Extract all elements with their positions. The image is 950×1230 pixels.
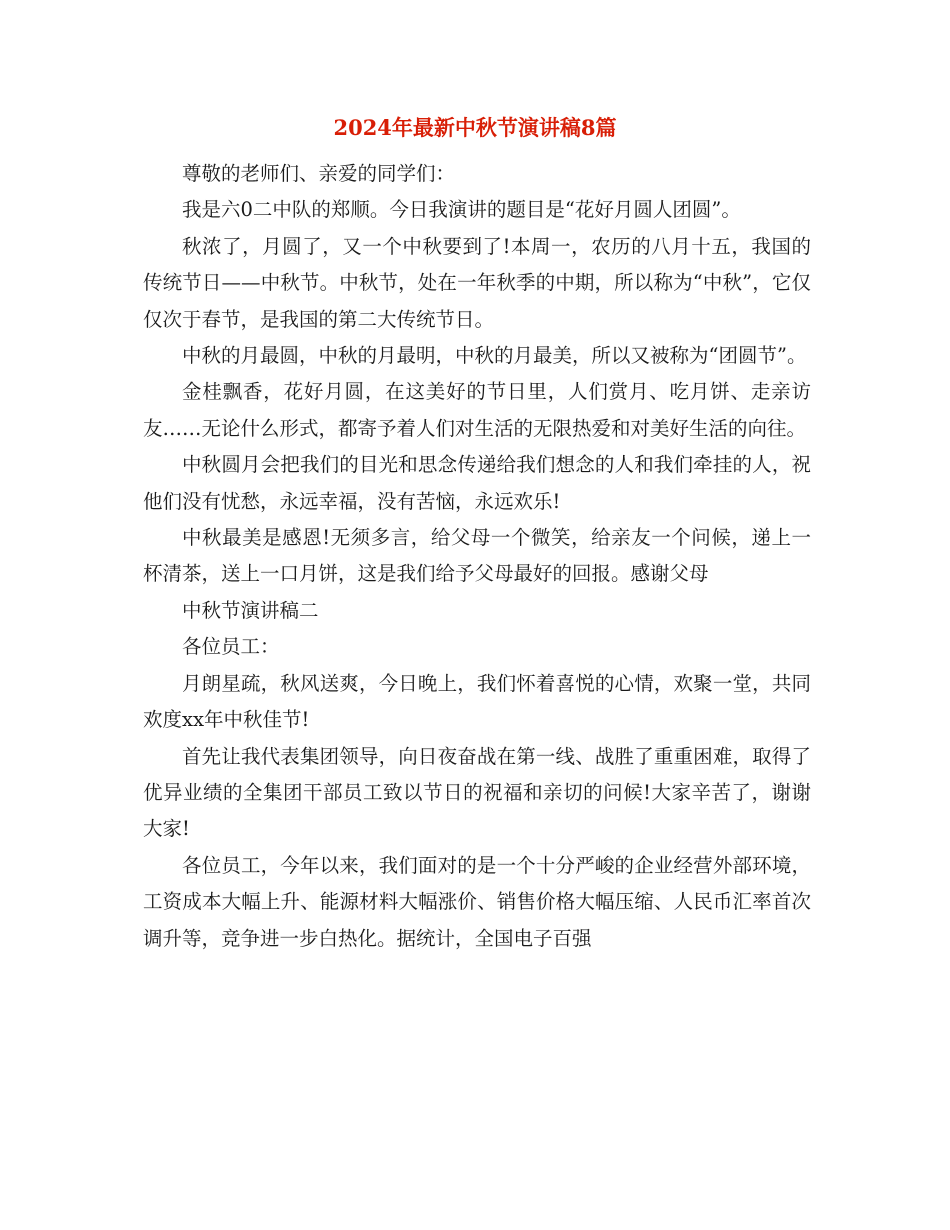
paragraph-moon: 中秋的月最圆，中秋的月最明，中秋的月最美，所以又被称为“团圆节”。	[182, 344, 807, 368]
paragraph-environment: 各位员工，今年以来，我们面对的是一个十分严峻的企业经营外部环境，工资成本大幅上升、能源材料大幅涨价、销售价格大幅压缩、人民币汇率首次调升等，竞争进一步白热化。据统计，全国电子百强	[143, 853, 811, 950]
paragraph-salutation-employees: 各位员工：	[182, 635, 280, 659]
paragraph-salutation: 尊敬的老师们、亲爱的同学们：	[182, 162, 456, 185]
paragraph-osmanthus: 金桂飘香，花好月圆，在这美好的节日里，人们赏月、吃月饼、走亲访友……无论什么形式，都寄予着人们对生活的无限热爱和对美好生活的向往。	[143, 380, 811, 440]
document-title: 2024年最新中秋节演讲稿8篇	[333, 115, 617, 140]
document-body	[143, 156, 811, 957]
section-heading-speech-two: 中秋节演讲稿二	[182, 598, 319, 622]
paragraph-gathering: 月朗星疏，秋风送爽，今日晚上，我们怀着喜悦的心情，欢聚一堂，共同欢度xx年中秋佳节!	[143, 671, 811, 732]
paragraph-autumn: 秋浓了，月圆了，又一个中秋要到了!本周一，农历的八月十五，我国的传统节日——中秋节。中秋节，处在一年秋季的中期，所以称为“中秋”，它仅仅次于春节，是我国的第二大传统节日。	[143, 234, 811, 331]
paragraph-greetings: 首先让我代表集团领导，向日夜奋战在第一线、战胜了重重困难，取得了优异业绩的全集团干部员工致以节日的祝福和亲切的问候!大家辛苦了，谢谢大家!	[143, 744, 811, 841]
paragraph-introduction: 我是六0二中队的郑顺。今日我演讲的题目是“花好月圆人团圆”。	[182, 198, 741, 222]
paragraph-full-moon: 中秋圆月会把我们的目光和思念传递给我们想念的人和我们牵挂的人，祝他们没有忧愁，永远幸福，没有苦恼，永远欢乐!	[143, 453, 811, 513]
paragraph-gratitude: 中秋最美是感恩!无须多言，给父母一个微笑，给亲友一个问候，递上一杯清茶，送上一口月饼，这是我们给予父母最好的回报。感谢父母	[143, 526, 811, 586]
